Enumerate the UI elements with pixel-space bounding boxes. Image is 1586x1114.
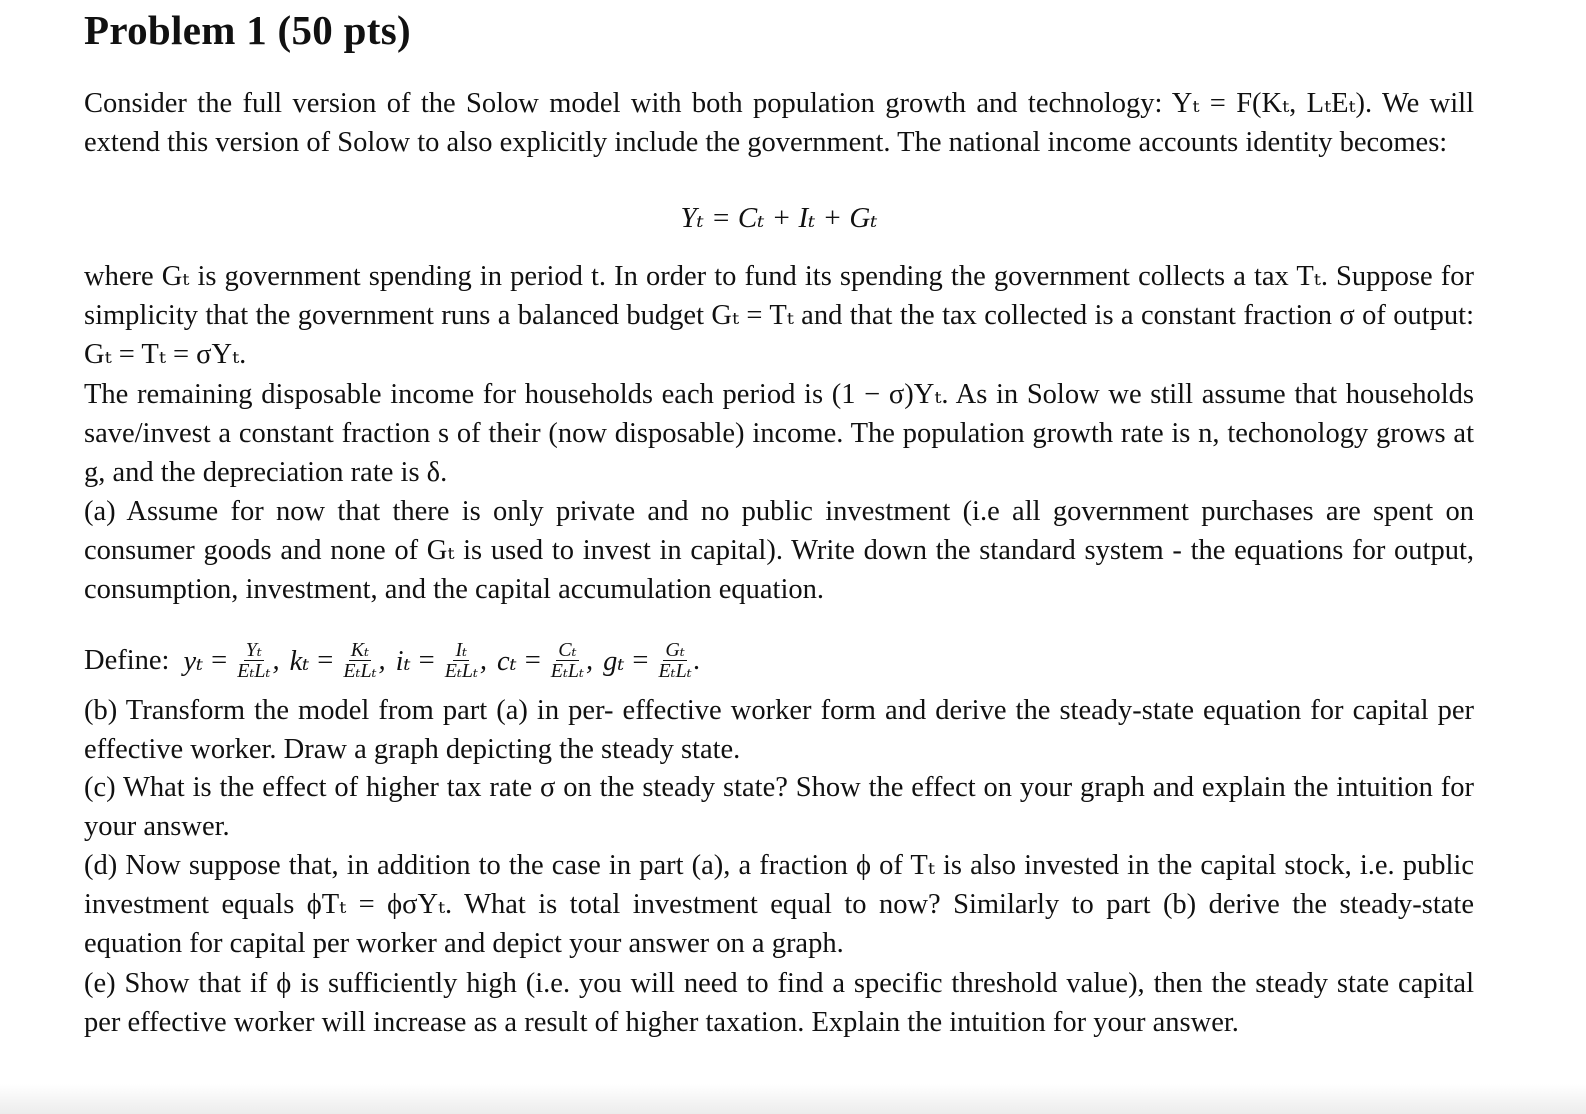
fraction <box>341 640 378 681</box>
fraction-numerator: Cₜ <box>558 639 577 661</box>
equals-sign: = <box>418 644 435 676</box>
page-bottom-edge <box>0 1084 1586 1114</box>
equals-sign: = <box>632 644 649 676</box>
definition-lhs: gₜ <box>603 645 625 677</box>
intro-paragraph: Consider the full version of the Solow model with both population growth and technology: Yₜ = F(Kₜ, LₜEₜ). We will extend this version of Solow to also explicitly include the government. The national income accounts identity becomes: <box>84 88 1474 159</box>
government-setup-paragraph: where Gₜ is government spending in period t. In order to fund its spending the government collects a tax Tₜ. Suppose for simplicity that the government runs a balanced budget Gₜ = Tₜ and that the tax collected is a constant fraction σ of output: Gₜ = Tₜ = σYₜ. <box>84 261 1474 371</box>
definition-k <box>290 640 386 681</box>
definition-lhs: cₜ <box>497 645 517 677</box>
definition-c <box>497 640 593 681</box>
fraction-numerator: Iₜ <box>455 639 468 661</box>
definition-g <box>603 640 701 681</box>
definition-i <box>396 640 487 681</box>
definition-lhs: kₜ <box>289 645 310 677</box>
fraction <box>443 640 480 681</box>
separator: , <box>272 644 280 676</box>
fraction <box>656 640 693 681</box>
fraction-numerator: Kₜ <box>350 639 370 661</box>
define-label: Define: <box>84 644 170 676</box>
part-b-question: (b) Transform the model from part (a) in per- effective worker form and derive the steady-state equation for capital per effective worker. Draw a graph depicting the steady state. <box>84 695 1474 766</box>
part-e-question: (e) Show that if ϕ is sufficiently high (i.e. you will need to find a specific threshold value), then the steady state capital per effective worker will increase as a result of higher taxation. Explain the intuition for your answer. <box>84 968 1474 1039</box>
fraction <box>235 640 272 681</box>
definition-lhs: iₜ <box>395 645 411 677</box>
fraction-denominator: EₜLₜ <box>550 660 584 682</box>
part-a-question: (a) Assume for now that there is only private and no public investment (i.e all government purchases are spent on consumer goods and none of Gₜ is used to invest in capital). Write down the standard system - the equations for output, consumption, investment, and the capital accumulation equation. <box>84 496 1474 606</box>
equals-sign: = <box>524 644 541 676</box>
equals-sign: = <box>317 644 334 676</box>
fraction-denominator: EₜLₜ <box>658 660 692 682</box>
definition-y <box>183 640 279 681</box>
equals-sign: = <box>211 644 228 676</box>
definition-lhs: yₜ <box>183 645 204 677</box>
fraction-numerator: Gₜ <box>665 639 685 661</box>
part-c-question: (c) What is the effect of higher tax rate σ on the steady state? Show the effect on your graph and explain the intuition for your answer. <box>84 772 1474 843</box>
fraction-numerator: Yₜ <box>245 639 262 661</box>
separator: , <box>479 644 488 676</box>
fraction-denominator: EₜLₜ <box>444 660 478 682</box>
separator: . <box>693 644 701 676</box>
disposable-income-paragraph: The remaining disposable income for households each period is (1 − σ)Yₜ. As in Solow we still assume that households save/invest a constant fraction s of their (now disposable) income. The population growth rate is n, techonology grows at g, and the depreciation rate is δ. <box>84 379 1474 489</box>
problem-title: Problem 1 (50 pts) <box>84 7 411 53</box>
fraction-denominator: EₜLₜ <box>237 660 271 682</box>
identity-equation: Yₜ = Cₜ + Iₜ + Gₜ <box>680 202 878 234</box>
fraction-denominator: EₜLₜ <box>343 660 377 682</box>
per-effective-worker-definitions <box>84 640 711 681</box>
part-d-question: (d) Now suppose that, in addition to the case in part (a), a fraction ϕ of Tₜ is also invested in the capital stock, i.e. public investment equals ϕTₜ = ϕσYₜ. What is total investment equal to now? Similarly to part (b) derive the steady-state equation for capital per worker and depict your answer on a graph. <box>84 850 1474 960</box>
separator: , <box>378 644 386 676</box>
fraction <box>549 640 586 681</box>
separator: , <box>585 644 594 676</box>
